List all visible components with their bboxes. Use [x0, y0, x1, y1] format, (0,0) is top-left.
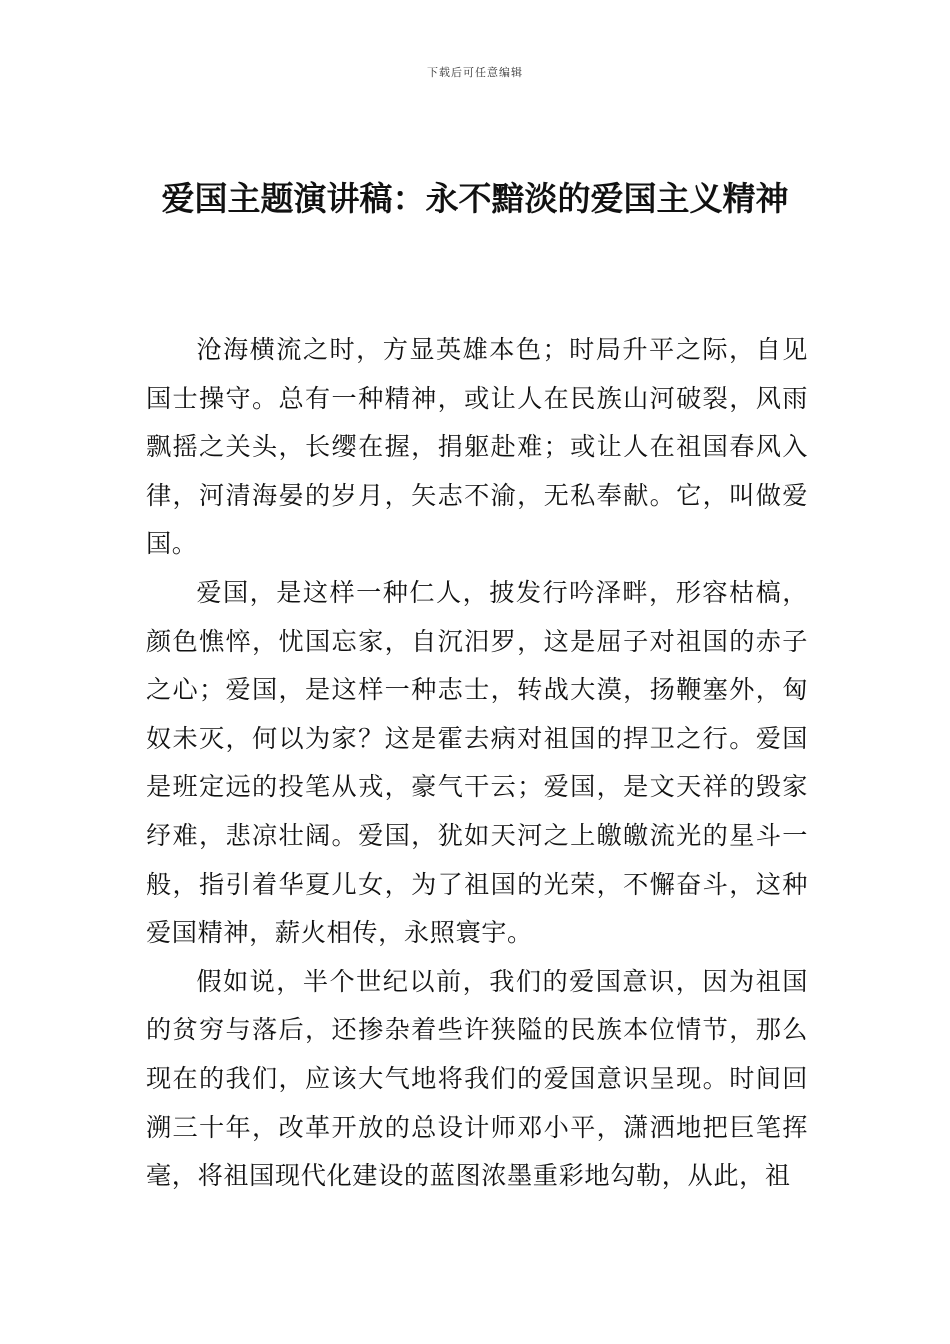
document-title: 爱国主题演讲稿：永不黯淡的爱国主义精神 [161, 179, 789, 218]
paragraph: 爱国，是这样一种仁人，披发行吟泽畔，形容枯槁，颜色憔悴，忧国忘家，自沉汨罗，这是屈子对祖国的赤子之心；爱国，是这样一种志士，转战大漠，扬鞭塞外，匈奴未灭，何以为家？这是霍去病对祖国的捍卫之行。爱国是班定远的投笔从戎，豪气干云；爱国，是文天祥的毁家纾难，悲凉壮阔。爱国，犹如天河之上皦皦流光的星斗一般，指引着华夏儿女，为了祖国的光荣，不懈奋斗，这种爱国精神，薪火相传，永照寰宇。 [146, 577, 808, 948]
header-note: 下载后可任意编辑 [427, 66, 523, 79]
document-body [146, 326, 808, 1201]
paragraph: 假如说，半个世纪以前，我们的爱国意识，因为祖国的贫穷与落后，还掺杂着些许狭隘的民族本位情节，那么现在的我们，应该大气地将我们的爱国意识呈现。时间回溯三十年，改革开放的总设计师邓小平，潇洒地把巨笔挥毫，将祖国现代化建设的蓝图浓墨重彩地勾勒，从此，祖 [146, 966, 808, 1191]
paragraph: 沧海横流之时，方显英雄本色；时局升平之际，自见国士操守。总有一种精神，或让人在民族山河破裂，风雨飘摇之关头，长缨在握，捐躯赴难；或让人在祖国春风入律，河清海晏的岁月，矢志不渝，无私奉献。它，叫做爱国。 [146, 335, 808, 559]
